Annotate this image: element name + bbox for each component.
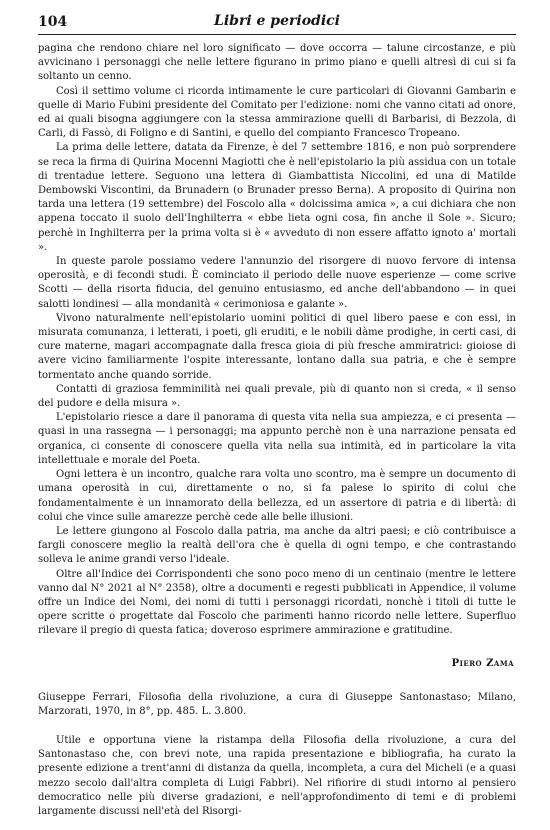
review-citation: Giuseppe Ferrari, Filosofia della rivoluzione, a cura di Giuseppe Santonastaso; Milano, Marzorati, 1970, in 8°, pp. 485. L. 3.800.	[38, 692, 516, 718]
paragraph: Oltre all'Indice dei Corrispondenti che sono poco meno di un centinaio (mentre le lettere vanno dal N° 2021 al N° 2358), oltre a documenti e regesti pubblicati in Appendice, il volume offre un Indice dei Nomi, dei nomi di tutti i personaggi ricordati, nonchè i titoli di tutte le opere scritte o progettate dal Foscolo che parimenti hanno ricordo nelle lettere. Superfluo rilevare il pregio di questa fatica; doveroso esprimere ammirazione e gratitudine.	[38, 568, 516, 637]
author-signature: Piero Zama	[451, 658, 514, 669]
article-body	[38, 42, 516, 639]
paragraph: Vivono naturalmente nell'epistolario uomini politici di quel libero paese e con essi, in misurata comunanza, i letterati, i poeti, gli eruditi, e le nobili dàme prodighe, in certi casi, di cure materne, magari accompagnate dalla fresca gioia di più fresche ammiratrici: gioiose di avere vicino familiarmente l'ospite interessante, lontano dalla sua patria, e che è sempre tormentato anche quando sorride.	[38, 312, 516, 381]
paragraph: Contatti di graziosa femminilità nei quali prevale, più di quanto non si creda, « il senso del pudore e della misura ».	[38, 383, 516, 410]
running-title: Libri e periodici	[214, 13, 340, 29]
paragraph: Ogni lettera è un incontro, qualche rara volta uno scontro, ma è sempre un documento di umana operosità in cui, direttamente o no, si fa palese lo spirito di colui che fondamentalmente è un innamorato della bellezza, ed un assertore di patria e di libertà: di colui che vince sulle amarezze perchè cede alle belle illusioni.	[38, 469, 516, 523]
paragraph: pagina che rendono chiare nel loro significato — dove occorra — talune circostanze, e più avvicinano i personaggi che nelle lettere figurano in primo piano e quelli altresì di cui si fa soltanto un cenno.	[38, 43, 516, 83]
review-body	[38, 734, 516, 819]
paragraph: La prima delle lettere, datata da Firenze, è del 7 settembre 1816, e non può sorprendere se reca la firma di Quirina Mocenni Magiotti che è nell'epistolario la più assidua con un totale di trentadue lettere. Seguono una lettera di Giambattista Niccolini, ed una di Matilde Dembowski Viscontini, da Brunadern (o Brunader presso Berna). A proposito di Quirina non tarda una lettera (19 settembre) del Foscolo alla « dolcissima amica », a cui dichiara che non appena toccato il suolo dell'Inghilterra « ebbe lieta ogni cosa, fin anche il Sole ». Sicuro; perchè in Inghilterra per la prima volta si è « avveduto di non essere affatto ignoto a' mortali ».	[38, 142, 516, 253]
paragraph: Così il settimo volume ci ricorda intimamente le cure particolari di Giovanni Gambarin e quelle di Mario Fubini presidente del Comitato per l'edizione: nomi che vanno citati ad onore, ed ai quali bisogna aggiungere con la stessa ammirazione quelli di Barbarisi, di Bezzola, di Carli, di Fassò, di Foligno e di Santini, e quello del compianto Francesco Tropeano.	[38, 85, 516, 140]
paragraph: Le lettere giungono al Foscolo dalla patria, ma anche da altri paesi; e ciò contribuisce a fargli conoscere meglio la realtà dell'ora che è quella di ogni tempo, e che contrastando solleva le anime grandi verso l'ideale.	[38, 525, 516, 566]
page-number: 104	[38, 14, 68, 30]
paragraph: Utile e opportuna viene la ristampa della Filosofia della rivoluzione, a cura del Santonastaso che, con brevi note, una rapida presentazione e bibliografia, ha curato la presente edizione a trent'anni di distanza da quella, incompleta, a cura del Micheli (e a quasi mezzo secolo dall'altra completa di Luigi Fabbri). Nel rifiorire di studi intorno al pensiero democratico nelle più diverse gradazioni, e nell'approfondimento di temi e di problemi largamente discussi nell'età del Risorgi-	[38, 735, 516, 818]
page-header	[38, 12, 516, 35]
paragraph: L'epistolario riesce a dare il panorama di questa vita nella sua ampiezza, e ci presenta — quasi in una rassegna — i personaggi; ma appunto perchè non è una narrazione pensata ed organica, ci consente di conoscere quella vita nella sua intimità, ed in particolare la vita intellettuale e morale del Poeta.	[38, 412, 516, 466]
paragraph: In queste parole possiamo vedere l'annunzio del risorgere di nuovo fervore di intensa operosità, e di fecondi studi. È cominciato il periodo delle nuove esperienze — come scrive Scotti — della risorta fiducia, del genuino entusiasmo, ed anche dell'abbandono — in quei salotti londinesi — alla mondanità « cerimoniosa e galante ».	[38, 256, 516, 310]
